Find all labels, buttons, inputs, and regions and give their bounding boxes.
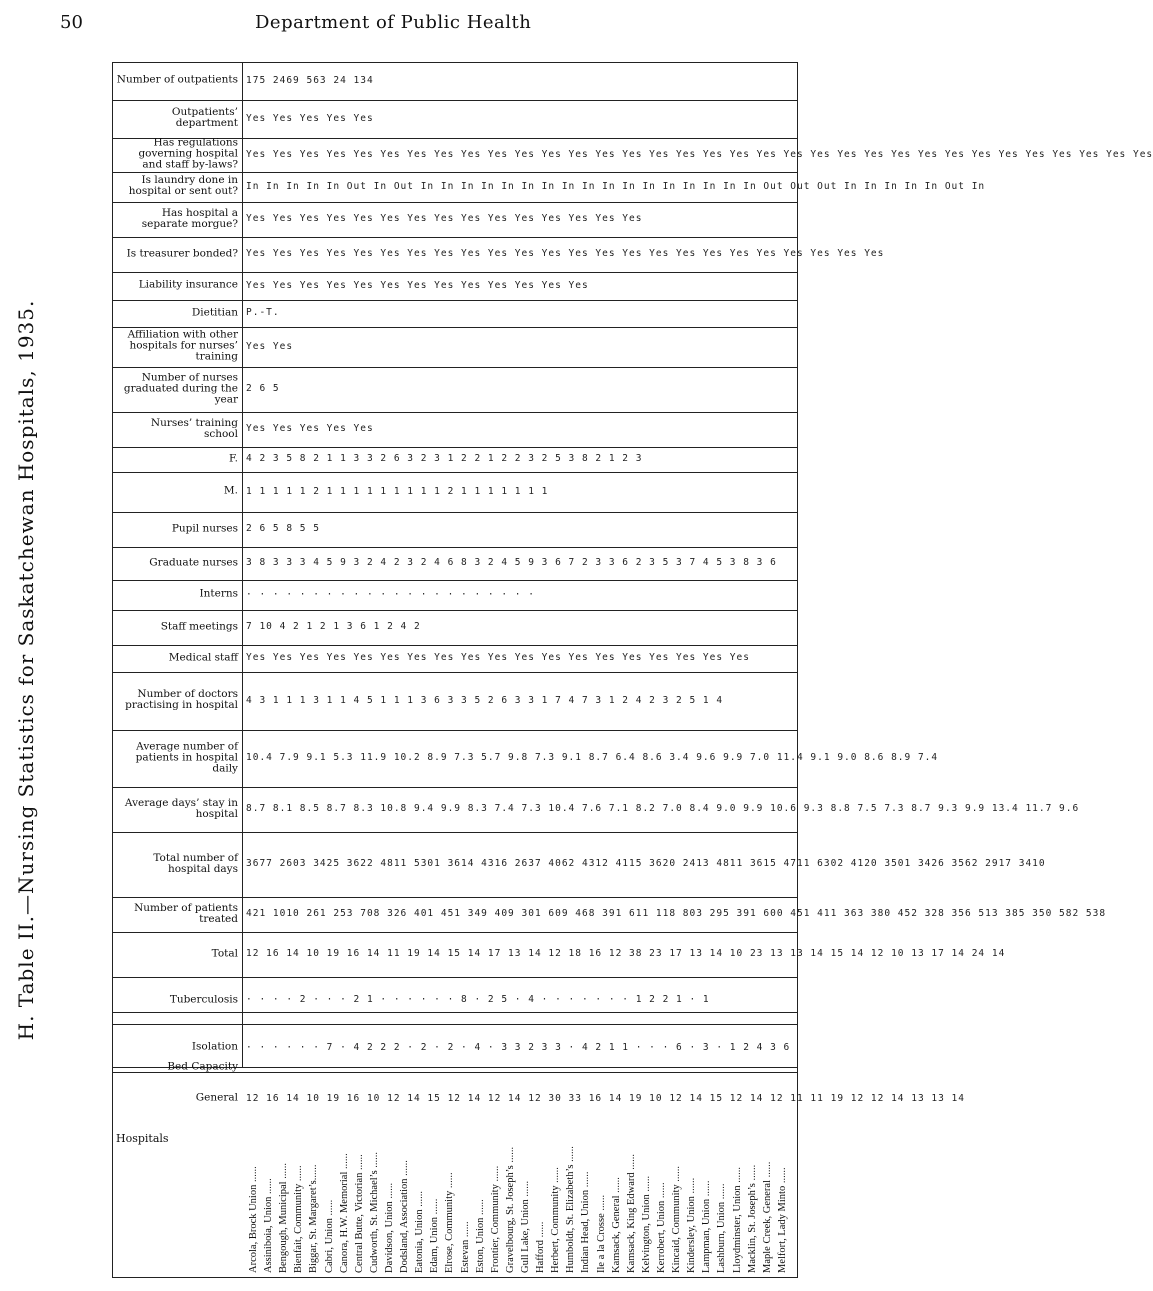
hospital-name-text: Bienfait, Community ...... (293, 1165, 305, 1273)
data-row-values: 3 8 3 3 3 4 5 9 3 2 4 2 3 2 4 6 8 3 2 4 5 9 3 6 7 2 3 3 6 2 3 5 3 7 4 5 3 8 3 6 (246, 557, 777, 568)
hospital-name-text: Gravelbourg, St. Joseph’s ...... (504, 1146, 516, 1273)
column-header-dietitian (112, 300, 242, 325)
data-row-training-school (246, 412, 794, 445)
data-row-values: 12 16 14 10 19 16 14 11 19 14 15 14 17 13 14 12 18 16 12 38 23 17 13 14 10 23 13 13 14 15 14 12 10 13 17 14 24 14 (246, 948, 1006, 959)
data-row-staff-meetings (246, 610, 794, 643)
data-row-graduate-nurses (246, 547, 794, 578)
column-header-interns (112, 580, 242, 608)
hospital-name-text: Eatonia, Union ...... (414, 1191, 426, 1273)
column-header-outpatients (112, 100, 242, 136)
column-header-label: Bed Capacity (167, 1060, 238, 1073)
data-row-values: Yes Yes Yes Yes Yes Yes Yes Yes Yes Yes Yes Yes Yes Yes Yes Yes Yes Yes Yes Yes Yes Yes Yes Yes (246, 248, 885, 259)
hospital-name-text: Kerrobert, Union ...... (656, 1182, 667, 1273)
hospital-name-text: Kindersley, Union ...... (686, 1177, 698, 1273)
column-header-staff-meetings (112, 610, 242, 643)
data-row-values: 7 10 4 2 1 2 1 3 6 1 2 4 2 (246, 621, 421, 632)
data-row-values: 1 1 1 1 1 2 1 1 1 1 1 1 1 1 1 2 1 1 1 1 1 1 1 (246, 485, 549, 497)
hospital-name-text: Macklin, St. Joseph’s ...... (746, 1164, 758, 1273)
data-row-avg-patients-daily (246, 730, 939, 785)
data-row-values: · · · · 2 · · · 2 1 · · · · · · 8 · 2 5 · 4 · · · · · · · 1 2 2 1 · 1 (246, 994, 710, 1005)
data-row-doctors (246, 672, 794, 728)
column-header-regulations (112, 138, 242, 170)
table-title (12, 120, 40, 1220)
column-header-total (112, 932, 242, 975)
data-row-tuberculosis (246, 977, 794, 1022)
data-row-values: Yes Yes Yes Yes Yes Yes Yes Yes Yes Yes Yes Yes Yes Yes Yes Yes Yes Yes Yes (246, 652, 750, 663)
data-row-values: · · · · · · 7 · 4 2 2 2 · 2 · 2 · 4 · 3 3 2 3 3 · 4 2 1 1 · · · 6 · 3 · 1 2 4 3 6 (246, 1041, 791, 1053)
data-row-values: Yes Yes Yes Yes Yes (246, 112, 374, 124)
column-header-medical-staff (112, 645, 242, 670)
hospital-name-text: Arcola, Brock Union ...... (248, 1166, 259, 1273)
hospital-name-text: Hafford ...... (535, 1221, 547, 1273)
column-header-label: Interns (199, 587, 238, 600)
hospital-name-text: Estevan ...... (459, 1221, 471, 1273)
hospital-name-text: Ile a la Crosse ...... (595, 1194, 607, 1273)
data-row-values: 4 2 3 5 8 2 1 1 3 3 2 6 3 2 3 1 2 2 1 2 2 3 2 5 3 8 2 1 2 3 (246, 453, 643, 464)
hospital-name-text: Davidson, Union ...... (384, 1182, 395, 1273)
column-header-label: Number of outpatients (116, 73, 238, 86)
column-header-label: Number of patients treated (134, 901, 238, 925)
column-header-label: Average days’ stay in hospital (124, 796, 238, 820)
column-header-label: Total number of hospital days (153, 851, 238, 875)
column-header-avg-patients-daily (112, 730, 242, 785)
hospital-name-text: Frontier, Community ...... (489, 1165, 501, 1273)
column-header-label: Pupil nurses (171, 522, 238, 534)
data-row-number-outpatients (246, 62, 794, 98)
column-header-label: Total (211, 947, 238, 959)
column-header-label: Nurses’ training school (150, 416, 238, 440)
data-row-regulations (246, 138, 1153, 170)
column-header-treasury-bonded (112, 237, 242, 270)
hospital-name-text: Indian Head, Union ...... (580, 1171, 592, 1273)
column-header-other-m (112, 472, 242, 510)
hospital-name-text: Elrose, Community ...... (444, 1172, 456, 1273)
data-row-values: Yes Yes Yes Yes Yes (246, 423, 374, 434)
hospital-name-text: Humboldt, St. Elizabeth’s ...... (565, 1146, 577, 1273)
hospital-name-text: Biggar, St. Margaret’s...... (308, 1164, 320, 1273)
hospital-name-text: Kamsack, King Edward ...... (625, 1154, 637, 1273)
data-row-patients-treated (246, 897, 1107, 930)
column-header-label: M. (223, 484, 238, 497)
column-header-other-f (112, 447, 242, 470)
column-header-label: Staff meetings (160, 620, 238, 632)
column-header-label: Dietitian (191, 306, 238, 318)
data-row-values: 3677 2603 3425 3622 4811 5301 3614 4316 2637 4062 4312 4115 3620 2413 4811 3615 4711 6302 4120 3501 3426 3562 2917 3410 (246, 858, 1046, 869)
data-row-medical-staff (246, 645, 794, 670)
data-row-values: 8.7 8.1 8.5 8.7 8.3 10.8 9.4 9.9 8.3 7.4 7.3 10.4 7.6 7.1 8.2 7.0 8.4 9.0 9.9 10.6 9.3 8.8 7.5 7.3 8.7 9.3 9.9 13.4 11.7 9.6 (246, 803, 1080, 814)
data-row-values: P.-T. (246, 307, 280, 318)
column-header-pupil-nurses (112, 512, 242, 545)
data-row-general (246, 1072, 965, 1124)
hospital-name-text: Dodsland, Association ...... (399, 1160, 411, 1273)
column-header-laundry (112, 172, 242, 200)
column-header-hospitals: Hospitals (116, 1132, 169, 1145)
column-header-training-school (112, 412, 242, 445)
data-row-values: · · · · · · · · · · · · · · · · · · · · · · (246, 588, 535, 600)
column-header-label: Has hospital a separate morgue? (141, 206, 238, 230)
column-header-label: Is treasurer bonded? (126, 247, 238, 259)
data-row-interns (246, 580, 794, 608)
data-row-separate-morgue (246, 202, 794, 235)
column-header-tuberculosis (112, 977, 242, 1022)
hospital-name-text: Gull Lake, Union ...... (520, 1180, 531, 1273)
data-row-values: Yes Yes Yes Yes Yes Yes Yes Yes Yes Yes Yes Yes Yes Yes Yes Yes Yes Yes Yes Yes Yes Yes Yes Yes Yes Yes Yes Yes Yes Yes Yes Yes Yes Yes (246, 148, 1153, 160)
column-header-label: Tuberculosis (169, 993, 238, 1005)
column-header-avg-stay (112, 787, 242, 830)
hospital-name-text: Kincaid, Community ...... (671, 1165, 683, 1273)
hospital-name-text: Lloydminster, Union ...... (731, 1166, 743, 1273)
hospital-name-text: Eston, Union ...... (474, 1199, 486, 1273)
column-header-label: Is laundry done in hospital or sent out? (128, 174, 238, 197)
data-row-graduated (246, 367, 794, 410)
column-header-liability-insurance (112, 272, 242, 298)
column-header-label: F. (229, 452, 238, 464)
data-row-values: Yes Yes Yes Yes Yes Yes Yes Yes Yes Yes Yes Yes Yes Yes Yes (246, 213, 643, 224)
table-title-text: H. Table II.—Nursing Statistics for Saskatchewan Hospitals, 1935. (14, 299, 38, 1041)
column-header-patients-treated (112, 897, 242, 930)
column-header-label: Outpatients’ department (171, 106, 238, 129)
data-row-values: 2 6 5 (246, 383, 280, 394)
data-row-outpatients (246, 100, 794, 136)
data-row-hospital-days (246, 832, 1046, 895)
hospital-name-text: Central Butte, Victorian ...... (353, 1154, 365, 1273)
data-row-total (246, 932, 1006, 975)
hospital-name-text: Cudworth, St. Michael’s ...... (368, 1151, 380, 1273)
data-row-laundry (246, 172, 986, 200)
hospital-name-text: Assiniboia, Union ...... (263, 1178, 275, 1273)
column-header-label: Number of doctors practising in hospital (125, 688, 238, 711)
data-row-values: 175 2469 563 24 134 (246, 74, 374, 86)
hospital-name-text: Kamsack, General ...... (610, 1177, 622, 1273)
data-row-values: 4 3 1 1 1 3 1 1 4 5 1 1 1 3 6 3 3 5 2 6 3 3 1 7 4 7 3 1 2 4 2 3 2 5 1 4 (246, 694, 724, 706)
column-header-label: Liability insurance (138, 278, 238, 291)
data-row-values: 421 1010 261 253 708 326 401 451 349 409 301 609 468 391 611 118 803 295 391 600 451 411 363 380 452 328 356 513 385 350 582 538 (246, 908, 1107, 919)
column-header-label: Has regulations governing hospital and staff by-laws? (138, 136, 238, 171)
label-divider (242, 62, 243, 1067)
hospital-name-text: Bengough, Municipal ...... (278, 1163, 290, 1273)
data-row-avg-stay (246, 787, 1080, 830)
hospital-name-text: Cabri, Union ...... (323, 1199, 335, 1273)
column-header-label: General (195, 1091, 238, 1104)
data-row-liability-insurance (246, 272, 794, 298)
hospital-name-text: Lashburn, Union ...... (716, 1183, 728, 1273)
column-header-number-outpatients (112, 62, 242, 98)
column-header-label: Isolation (191, 1040, 238, 1053)
hospital-name-text: Herbert, Community ...... (550, 1167, 562, 1273)
column-header-label: Medical staff (168, 651, 238, 663)
hospital-name-text: Canora, H.W. Memorial ...... (338, 1153, 350, 1273)
page-header: Department of Public Health (255, 12, 532, 33)
hospital-name-text: Maple Creek, General ...... (761, 1161, 773, 1273)
hospital-name-text: Melfort, Lady Minto ...... (776, 1167, 788, 1273)
data-row-dietitian (246, 300, 794, 325)
hospital-name-text: Edam, Union ...... (429, 1198, 441, 1273)
column-header-label: Affiliation with other hospitals for nurses’ training (127, 328, 238, 363)
column-header-graduated (112, 367, 242, 410)
column-header-hospital-days (112, 832, 242, 895)
data-row-values: Yes Yes (246, 340, 294, 352)
hospital-name-text: Kelvington, Union ...... (640, 1175, 652, 1273)
data-row-isolation (246, 1024, 794, 1070)
column-header-isolation (112, 1024, 242, 1070)
column-header-label: Number of nurses graduated during the year (123, 371, 238, 405)
column-header-affiliation (112, 327, 242, 365)
data-row-pupil-nurses (246, 512, 794, 545)
data-row-values: In In In In In Out In Out In In In In In In In In In In In In In In In In In Out Out Out In In In In In Out In (246, 180, 986, 192)
data-row-other-m (246, 472, 794, 510)
data-row-treasury-bonded (246, 237, 885, 270)
hospital-name-text: Lampman, Union ...... (701, 1180, 713, 1273)
data-row-values: 10.4 7.9 9.1 5.3 11.9 10.2 8.9 7.3 5.7 9.8 7.3 9.1 8.7 6.4 8.6 3.4 9.6 9.9 7.0 11.4 9.1 9.0 8.6 8.9 7.4 (246, 752, 939, 763)
data-row-values: 12 16 14 10 19 16 10 12 14 15 12 14 12 14 12 30 33 16 14 19 10 12 14 15 12 14 12 11 11 19 12 12 14 13 13 14 (246, 1092, 965, 1104)
data-row-other-f (246, 447, 794, 470)
data-row-affiliation (246, 327, 794, 365)
data-row-values: 2 6 5 8 5 5 (246, 523, 320, 534)
column-header-graduate-nurses (112, 547, 242, 578)
page-number: 50 (60, 12, 83, 33)
column-header-label: Graduate nurses (149, 556, 238, 568)
column-header-separate-morgue (112, 202, 242, 235)
column-header-doctors (112, 672, 242, 728)
column-header-label: Average number of patients in hospital daily (135, 740, 238, 774)
data-row-values: Yes Yes Yes Yes Yes Yes Yes Yes Yes Yes Yes Yes Yes (246, 279, 589, 291)
